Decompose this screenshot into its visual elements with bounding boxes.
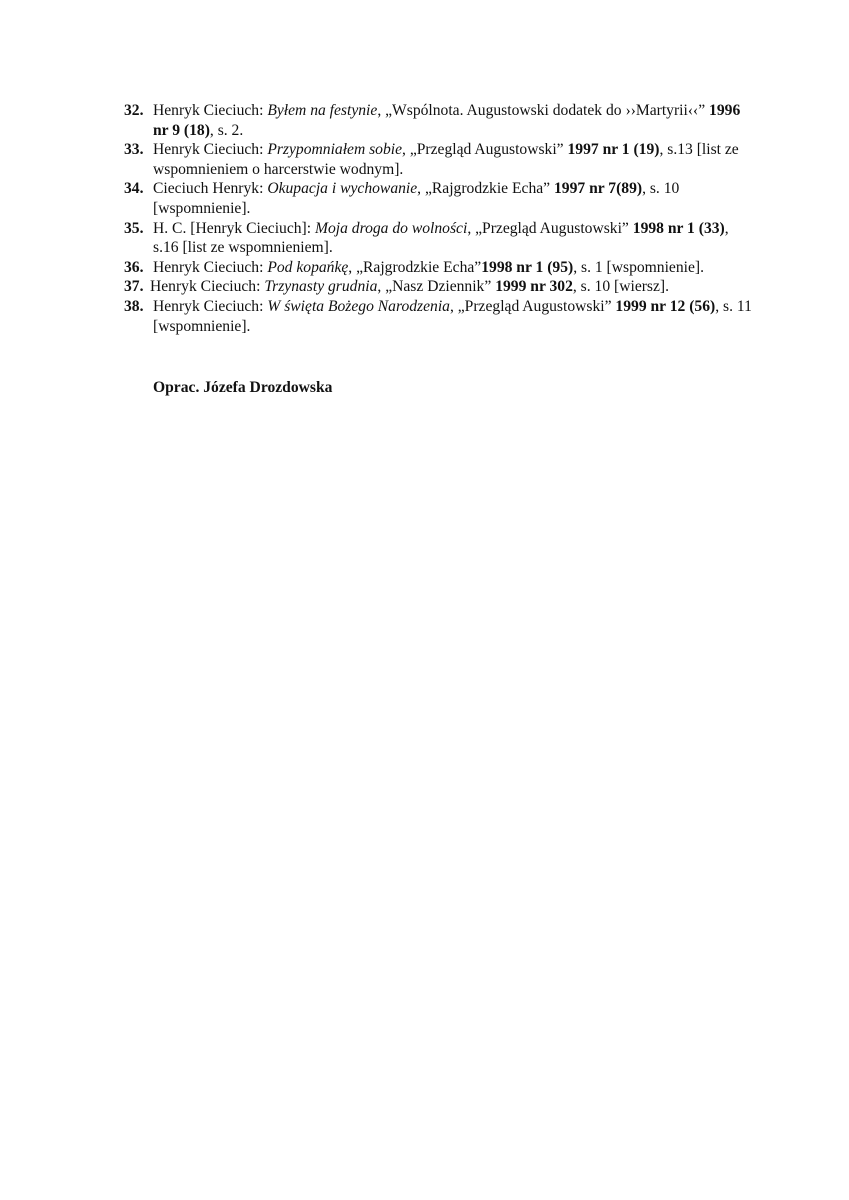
bibliography-entry (124, 219, 754, 258)
bibliography-entry (124, 297, 754, 336)
entry-text (153, 219, 754, 258)
entry-number: 33. (124, 141, 144, 159)
entry-segment: Cieciuch Henryk: (153, 180, 268, 198)
bibliography-entry (124, 179, 754, 218)
entry-segment: , „Nasz Dziennik” (377, 278, 496, 296)
entry-segment: , s.13 [list ze wspomnieniem o harcerstwie wodnym]. (153, 141, 739, 178)
bibliography-entry (124, 101, 754, 140)
entry-issue: 1997 nr 1 (19) (567, 141, 660, 159)
entry-segment: , „Przegląd Augustowski” (467, 219, 633, 237)
entry-text (153, 297, 754, 336)
entry-title: Moja droga do wolności (314, 219, 468, 237)
entry-segment: , s. 2. (209, 121, 244, 139)
entry-segment: , s. 10 [wiersz]. (572, 278, 670, 296)
entry-segment: Henryk Cieciuch: (153, 102, 268, 119)
entry-issue: 1999 nr 12 (56) (615, 297, 716, 315)
entry-segment: H. C. [Henryk Cieciuch]: (153, 219, 315, 237)
entry-number: 32. (124, 102, 144, 119)
entry-segment: , s. 11 [wspomnienie]. (153, 297, 752, 335)
entry-segment: , „Przegląd Augustowski” (449, 297, 616, 315)
bibliography-entry (124, 258, 754, 278)
entry-title: W święta Bożego Narodzenia (267, 297, 450, 315)
entry-text (153, 179, 754, 218)
bibliography-entry (124, 140, 754, 179)
entry-segment: , „Przegląd Augustowski” (402, 141, 568, 159)
entry-title: Byłem na festynie (267, 102, 378, 119)
entry-number: 34. (124, 180, 144, 198)
entry-segment: , s. 1 [wspomnienie]. (573, 258, 704, 276)
compiler-signature: Oprac. Józefa Drozdowska (153, 379, 333, 396)
entry-number: 37. (124, 278, 144, 296)
entry-text (153, 101, 754, 140)
entry-text (153, 140, 754, 179)
entry-issue: 1996 nr 9 (18) (153, 102, 741, 139)
entry-number: 35. (124, 219, 144, 237)
entry-issue: 1999 nr 302 (495, 278, 573, 296)
entry-segment: , s.16 [list ze wspomnieniem]. (153, 219, 729, 257)
entry-segment: Henryk Cieciuch: (153, 258, 268, 276)
entry-segment: Henryk Cieciuch: (153, 297, 268, 315)
entry-text (153, 258, 754, 278)
entry-issue: 1997 nr 7(89) (553, 180, 643, 198)
entry-segment: Henryk Cieciuch: (153, 141, 268, 159)
entry-segment: , „Rajgrodzkie Echa” (348, 258, 482, 276)
entry-number: 38. (124, 297, 144, 315)
entry-title: Pod kopańkę (267, 258, 349, 276)
entry-text (150, 277, 754, 297)
entry-title: Przypomniałem sobie (267, 141, 403, 159)
entry-segment: Henryk Cieciuch: (150, 278, 265, 296)
entry-title: Trzynasty grudnia (264, 278, 378, 296)
bibliography-list (124, 101, 754, 336)
entry-issue: 1998 nr 1 (95) (481, 258, 574, 276)
entry-title: Okupacja i wychowanie (267, 180, 418, 198)
entry-issue: 1998 nr 1 (33) (632, 219, 725, 237)
entry-segment: , „Wspólnota. Augustowski dodatek do ››Martyrii‹‹” (377, 102, 710, 119)
entry-segment: , „Rajgrodzkie Echa” (417, 180, 554, 198)
bibliography-entry (124, 277, 754, 297)
entry-segment: , s. 10 [wspomnienie]. (153, 180, 680, 217)
entry-number: 36. (124, 258, 144, 276)
